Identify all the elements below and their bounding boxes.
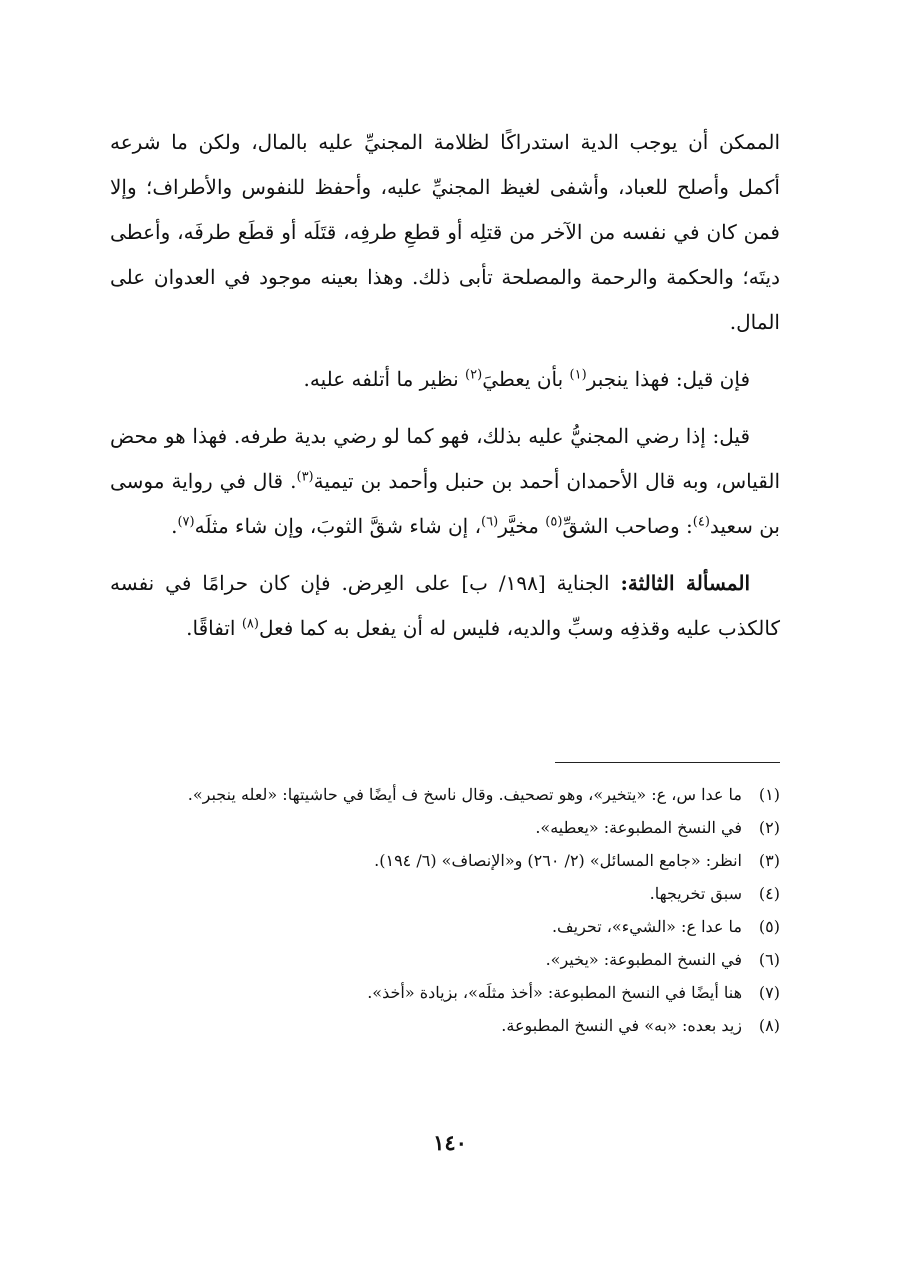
footnotes xyxy=(110,778,780,1042)
footnote xyxy=(110,976,780,1009)
main-text xyxy=(110,120,780,663)
page-number: ١٤٠ xyxy=(433,1130,467,1155)
footnote-separator xyxy=(555,762,780,763)
footnote-text: ما عدا س، ع: «يتخير»، وهو تصحيف. وقال ناسخ ف أيضًا في حاشيتها: «لعله ينجبر». xyxy=(187,785,742,804)
text-segment: اتفاقًا. xyxy=(186,616,242,640)
paragraph xyxy=(110,561,780,651)
text-segment: . قال في رواية موسى بن سعيد xyxy=(110,469,780,538)
text-segment: مخيَّر xyxy=(498,514,546,538)
footnote-ref: (٣) xyxy=(296,469,314,485)
footnote-number: (٤) xyxy=(758,884,780,903)
text-segment: الجناية [١٩٨/ ب] على العِرض. فإن كان حرامًا في نفسه كالكذب عليه وقذفِه وسبِّ والديه، فليس له أن يفعل به كما فعل xyxy=(110,571,780,640)
footnote-text: ما عدا ع: «الشيء»، تحريف. xyxy=(551,917,742,936)
footnote-number: (٣) xyxy=(758,851,780,870)
footnote-ref: (١) xyxy=(569,367,587,383)
footnote xyxy=(110,877,780,910)
text-segment: : وصاحب الشقِّ xyxy=(562,514,693,538)
text-segment: الممكن أن يوجب الدية استدراكًا لظلامة المجنيِّ عليه بالمال، ولكن ما شرعه أكمل وأصلح للعباد، وأشفى لغيظ المجنيِّ عليه، وأحفظ للنفوس والأطراف؛ وإلا فمن كان في نفسه من الآخر من قتلِه أو قطعِ طرفِه، قتَلَه أو قطَع طرفَه، وأعطى ديتَه؛ والحكمة والرحمة والمصلحة تأبى ذلك. وهذا بعينه موجود في العدوان على المال. xyxy=(110,130,780,334)
footnote-ref: (٨) xyxy=(241,616,259,632)
paragraph xyxy=(110,414,780,549)
footnote-ref: (٤) xyxy=(692,514,710,530)
text-segment: بأن يعطيَ xyxy=(482,367,570,391)
footnote-text: في النسخ المطبوعة: «يخير». xyxy=(545,950,742,969)
footnote-number: (٦) xyxy=(758,950,780,969)
footnote-number: (٢) xyxy=(758,818,780,837)
footnote-ref: (٧) xyxy=(177,514,195,530)
footnote-number: (٨) xyxy=(758,1016,780,1035)
footnote-text: زيد بعده: «به» في النسخ المطبوعة. xyxy=(501,1016,742,1035)
text-segment: . xyxy=(171,514,178,538)
footnote-ref: (٢) xyxy=(465,367,483,383)
footnote-number: (٧) xyxy=(758,983,780,1002)
paragraph xyxy=(110,357,780,402)
text-segment: قيل: إذا رضي المجنيُّ عليه بذلك، فهو كما لو رضي بدية طرفه. فهذا هو محض القياس، وبه قال الأحمدان أحمد بن حنبل وأحمد بن تيمية xyxy=(110,424,781,493)
footnote xyxy=(110,844,780,877)
footnote-ref: (٦) xyxy=(481,514,499,530)
footnote-ref: (٥) xyxy=(545,514,563,530)
footnote xyxy=(110,943,780,976)
footnote xyxy=(110,811,780,844)
footnote-number: (٥) xyxy=(758,917,780,936)
footnote-text: في النسخ المطبوعة: «يعطيه». xyxy=(535,818,742,837)
footnote xyxy=(110,778,780,811)
footnote-text: هنا أيضًا في النسخ المطبوعة: «أخذ مثلَه»، بزيادة «أخذ». xyxy=(367,983,742,1002)
section-heading: المسألة الثالثة: xyxy=(620,571,750,595)
footnote-number: (١) xyxy=(758,785,780,804)
paragraph xyxy=(110,120,780,345)
text-segment: فإن قيل: فهذا ينجبر xyxy=(586,367,750,391)
footnote xyxy=(110,1009,780,1042)
footnote xyxy=(110,910,780,943)
footnote-text: سبق تخريجها. xyxy=(649,884,742,903)
text-segment: نظير ما أتلفه عليه. xyxy=(303,367,466,391)
footnote-text: انظر: «جامع المسائل» (٢/ ٢٦٠) و«الإنصاف» (٦/ ١٩٤). xyxy=(374,851,742,870)
text-segment: ، إن شاء شقَّ الثوبَ، وإن شاء مثلَه xyxy=(194,514,482,538)
